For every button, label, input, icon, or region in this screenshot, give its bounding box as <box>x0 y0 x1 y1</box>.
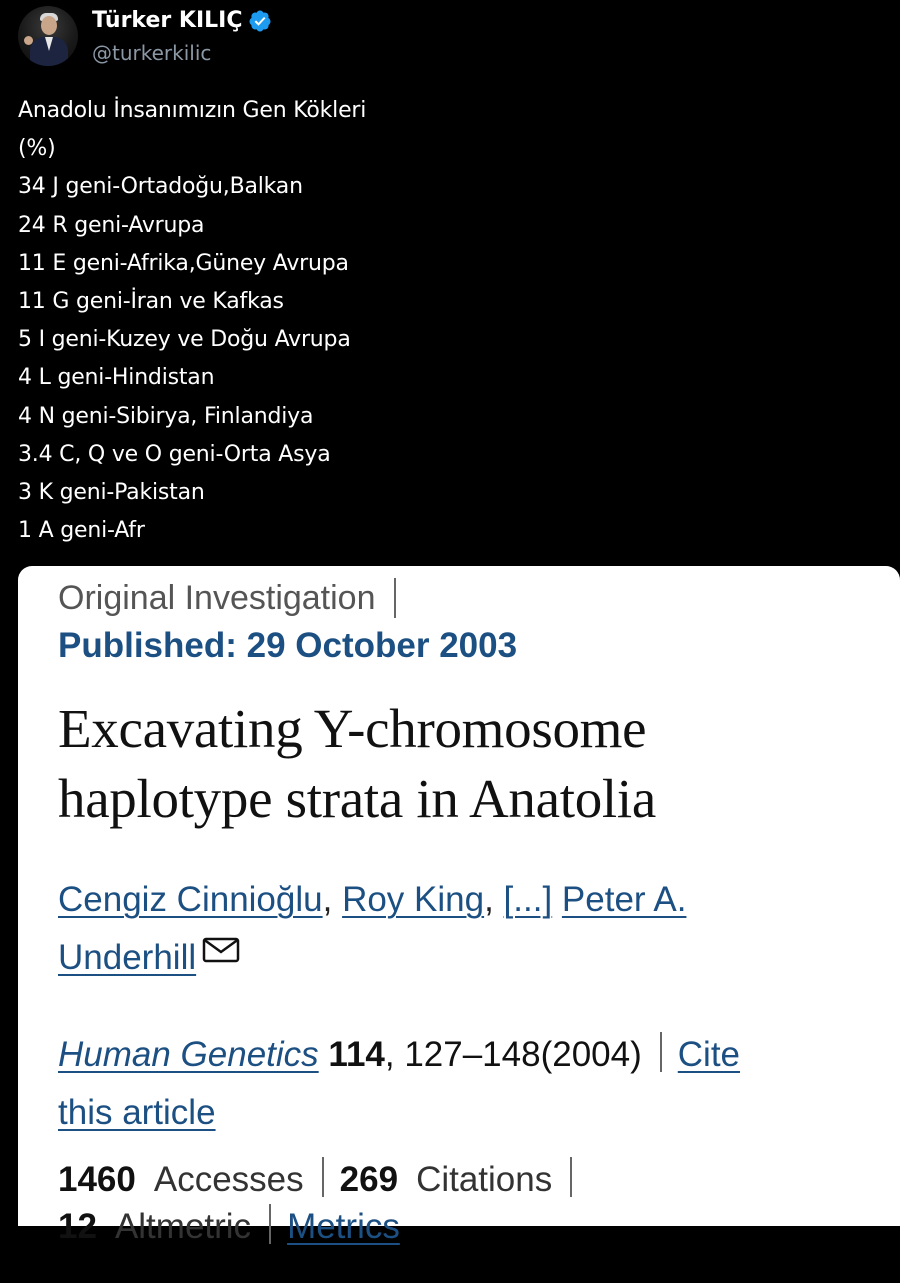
journal-name-link[interactable]: Human Genetics <box>58 1035 319 1074</box>
tweet-line: 11 E geni-Afrika,Güney Avrupa <box>18 250 349 276</box>
tweet-line: 1 A geni-Afr <box>18 518 145 544</box>
name-row <box>92 8 272 33</box>
metrics-row <box>58 1203 878 1250</box>
article-title-line: haplotype strata in Anatolia <box>58 768 656 829</box>
tweet-line: 24 R geni-Avrupa <box>18 212 205 238</box>
author-name-part: Peter A. <box>561 880 687 919</box>
tweet-text <box>18 92 878 550</box>
metrics-link[interactable]: Metrics <box>287 1207 400 1246</box>
avatar[interactable] <box>18 6 78 66</box>
mail-icon[interactable] <box>202 937 240 963</box>
divider <box>660 1032 662 1072</box>
divider <box>394 578 396 618</box>
author-link[interactable]: Cengiz Cinnioğlu <box>58 880 323 919</box>
journal-volume: 114 <box>328 1035 385 1074</box>
citations-count: 269 <box>339 1160 399 1199</box>
avatar-face <box>41 16 57 35</box>
divider <box>570 1157 572 1197</box>
article-screenshot-card[interactable] <box>18 566 900 1246</box>
tweet-line: 5 I geni-Kuzey ve Doğu Avrupa <box>18 327 351 353</box>
author-name-part: Underhill <box>58 938 197 977</box>
published-date: Published: 29 October 2003 <box>58 626 518 665</box>
author-separator: , <box>322 880 343 919</box>
show-all-authors-link[interactable]: [...] <box>503 880 553 919</box>
divider <box>322 1157 324 1197</box>
tweet-line: 3.4 C, Q ve O geni-Orta Asya <box>18 441 331 467</box>
handle[interactable]: @turkerkilic <box>92 41 212 65</box>
tweet-line: 4 L geni-Hindistan <box>18 365 215 391</box>
avatar-hand <box>24 36 33 45</box>
tweet-line: 3 K geni-Pakistan <box>18 480 205 506</box>
author-list <box>58 871 858 987</box>
tweet-line: 4 N geni-Sibirya, Finlandiya <box>18 403 314 429</box>
metrics-row <box>58 1156 878 1203</box>
cite-link-part: this article <box>58 1093 216 1132</box>
cite-link-part: Cite <box>677 1035 741 1074</box>
tweet-line: (%) <box>18 136 56 162</box>
altmetric-score: 12 <box>58 1207 97 1246</box>
accesses-count: 1460 <box>58 1160 136 1199</box>
article-metrics <box>58 1156 878 1250</box>
accesses-label: Accesses <box>153 1160 304 1199</box>
article-type: Original Investigation <box>58 578 376 617</box>
citations-label: Citations <box>416 1160 553 1199</box>
altmetric-label: Altmetric <box>114 1207 252 1246</box>
tweet-line: 34 J geni-Ortadoğu,Balkan <box>18 174 303 200</box>
tweet-header <box>18 4 878 70</box>
verified-badge-icon <box>248 9 272 33</box>
article-type-row <box>58 578 396 618</box>
journal-citation <box>58 1026 878 1142</box>
author-separator: , <box>484 880 504 919</box>
article-title <box>58 694 858 834</box>
author-link[interactable]: Roy King <box>342 880 485 919</box>
display-name[interactable]: Türker KILIÇ <box>92 8 243 33</box>
divider <box>269 1204 271 1244</box>
article-title-line: Excavating Y-chromosome <box>58 698 647 759</box>
tweet-line: 11 G geni-İran ve Kafkas <box>18 289 284 315</box>
journal-pages: , 127–148(2004) <box>384 1035 642 1074</box>
tweet-line: Anadolu İnsanımızın Gen Kökleri <box>18 98 367 123</box>
